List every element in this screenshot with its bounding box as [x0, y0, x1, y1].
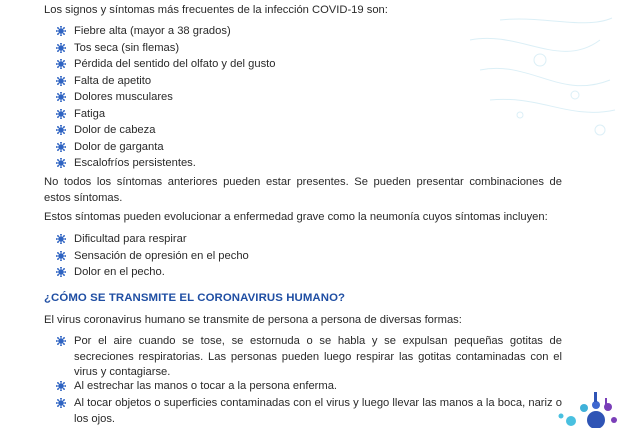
symptom-item	[58, 24, 231, 40]
symptom-item-text: Tos seca (sin flemas)	[74, 42, 180, 54]
severe-symptom-item-text: Sensación de opresión en el pecho	[74, 250, 249, 262]
virus-bullet-icon	[56, 125, 66, 135]
transmission-item-text: Por el aire cuando se tose, se estornuda o se habla y se expulsan pequeñas gotitas de secreciones respiratorias. Las personas pueden luego respirar las gotitas contaminadas con el virus y contagiarse.	[74, 335, 562, 378]
symptom-item-text: Dolores musculares	[74, 91, 173, 103]
symptom-item	[58, 140, 164, 156]
section-heading: ¿CÓMO SE TRANSMITE EL CORONAVIRUS HUMANO?	[44, 292, 346, 304]
transmission-item	[58, 379, 562, 395]
note-combinations: No todos los síntomas anteriores pueden estar presentes. Se pueden presentar combinaciones de estos síntomas.	[44, 176, 562, 204]
severe-symptom-item	[58, 249, 249, 265]
virus-bullet-icon	[56, 142, 66, 152]
symptom-item-text: Falta de apetito	[74, 75, 152, 87]
symptom-item-text: Escalofríos persistentes.	[74, 157, 196, 169]
transmission-item	[58, 396, 562, 425]
virus-bullet-icon	[56, 381, 66, 391]
severe-symptom-item	[58, 232, 187, 248]
symptom-item	[58, 123, 155, 139]
virus-bullet-icon	[56, 158, 66, 168]
symptom-item	[58, 90, 173, 106]
symptom-item-text: Pérdida del sentido del olfato y del gusto	[74, 58, 276, 70]
transmission-item	[58, 334, 562, 378]
symptom-item	[58, 57, 276, 73]
virus-bullet-icon	[56, 234, 66, 244]
symptom-item-text: Dolor de cabeza	[74, 124, 156, 136]
note-severe: Estos síntomas pueden evolucionar a enfermedad grave como la neumonía cuyos síntomas incluyen:	[44, 211, 548, 223]
transmission-item-text: Al estrechar las manos o tocar a la persona enferma.	[74, 380, 338, 392]
symptom-item	[58, 107, 105, 123]
transmission-item-text: Al tocar objetos o superficies contaminadas con el virus y luego llevar las manos a la boca, nariz o los ojos.	[74, 397, 562, 425]
symptom-item	[58, 74, 151, 90]
transmission-intro: El virus coronavirus humano se transmite de persona a persona de diversas formas:	[44, 314, 462, 326]
virus-bullet-icon	[56, 251, 66, 261]
virus-bullet-icon	[56, 267, 66, 277]
symptom-item-text: Fiebre alta (mayor a 38 grados)	[74, 25, 231, 37]
virus-bullet-icon	[56, 92, 66, 102]
severe-symptom-item-text: Dolor en el pecho.	[74, 266, 165, 278]
symptom-item	[58, 41, 179, 57]
virus-bullet-icon	[56, 59, 66, 69]
virus-bullet-icon	[56, 26, 66, 36]
symptom-item	[58, 156, 196, 172]
severe-symptom-item	[58, 265, 165, 281]
virus-bullet-icon	[56, 336, 66, 346]
virus-bullet-icon	[56, 109, 66, 119]
virus-icon	[559, 392, 618, 428]
virus-bullet-icon	[56, 43, 66, 53]
intro-text: Los signos y síntomas más frecuentes de la infección COVID-19 son:	[44, 4, 388, 16]
symptom-item-text: Dolor de garganta	[74, 141, 164, 153]
virus-bullet-icon	[56, 76, 66, 86]
symptom-item-text: Fatiga	[74, 108, 106, 120]
virus-bullet-icon	[56, 398, 66, 408]
severe-symptom-item-text: Dificultad para respirar	[74, 233, 187, 245]
